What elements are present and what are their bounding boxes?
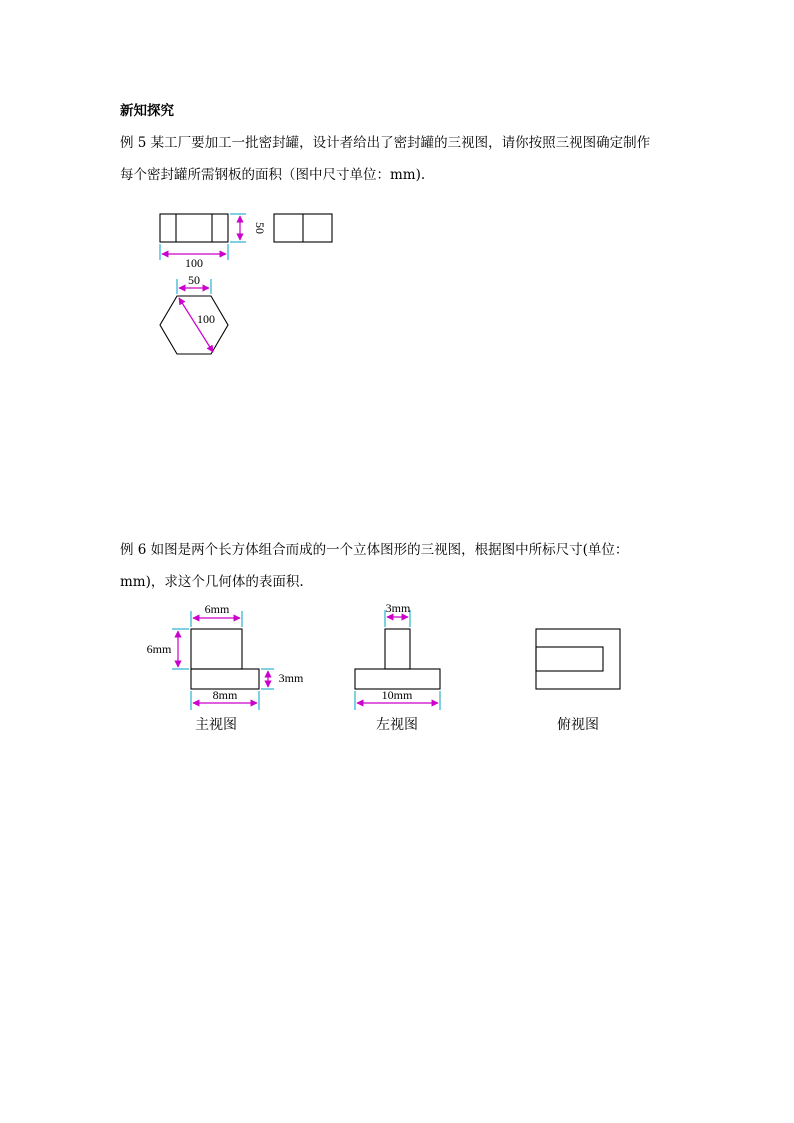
- example5-height-label: 50: [253, 222, 267, 234]
- example5-height-dimension: [230, 214, 267, 242]
- example5-hex-diagonal-label: 100: [197, 312, 215, 326]
- example5-width-label: 100: [185, 256, 203, 270]
- example5-front-view: [160, 214, 228, 242]
- example5-side-view: [274, 214, 332, 242]
- example5-text-line1: 例 5 某工厂要加工一批密封罐，设计者给出了密封罐的三视图，请你按照三视图确定制作: [120, 135, 651, 151]
- example5-hex-side-label: 50: [188, 273, 200, 287]
- example5-text-line2: 每个密封罐所需钢板的面积（图中尺寸单位：mm).: [120, 167, 426, 183]
- example6-left-base-width-label: 10mm: [381, 688, 413, 702]
- example6-front-base-width-label: 8mm: [212, 688, 238, 702]
- example6-top-view: [536, 629, 620, 733]
- example6-front-base-height-label: 3mm: [278, 671, 304, 685]
- example6-left-view: [355, 601, 440, 733]
- example6-front-top-width-label: 6mm: [204, 602, 230, 616]
- example6-text-line2: mm)，求这个几何体的表面积.: [120, 574, 304, 590]
- section-heading: 新知探究: [120, 103, 174, 119]
- example6-left-top-width-label: 3mm: [385, 601, 411, 615]
- example6-text-line1: 例 6 如图是两个长方体组合而成的一个立体图形的三视图，根据图中所标尺寸(单位：: [120, 542, 629, 558]
- example6-left-view-caption: 左视图: [376, 717, 418, 733]
- example6-front-view-caption: 主视图: [195, 717, 237, 733]
- example6-top-view-caption: 俯视图: [557, 717, 599, 733]
- example6-front-top-height-label: 6mm: [146, 642, 172, 656]
- example5-width-dimension: [160, 244, 228, 270]
- example6-front-view: [147, 602, 304, 733]
- example5-hexagon-top-view: [160, 273, 228, 354]
